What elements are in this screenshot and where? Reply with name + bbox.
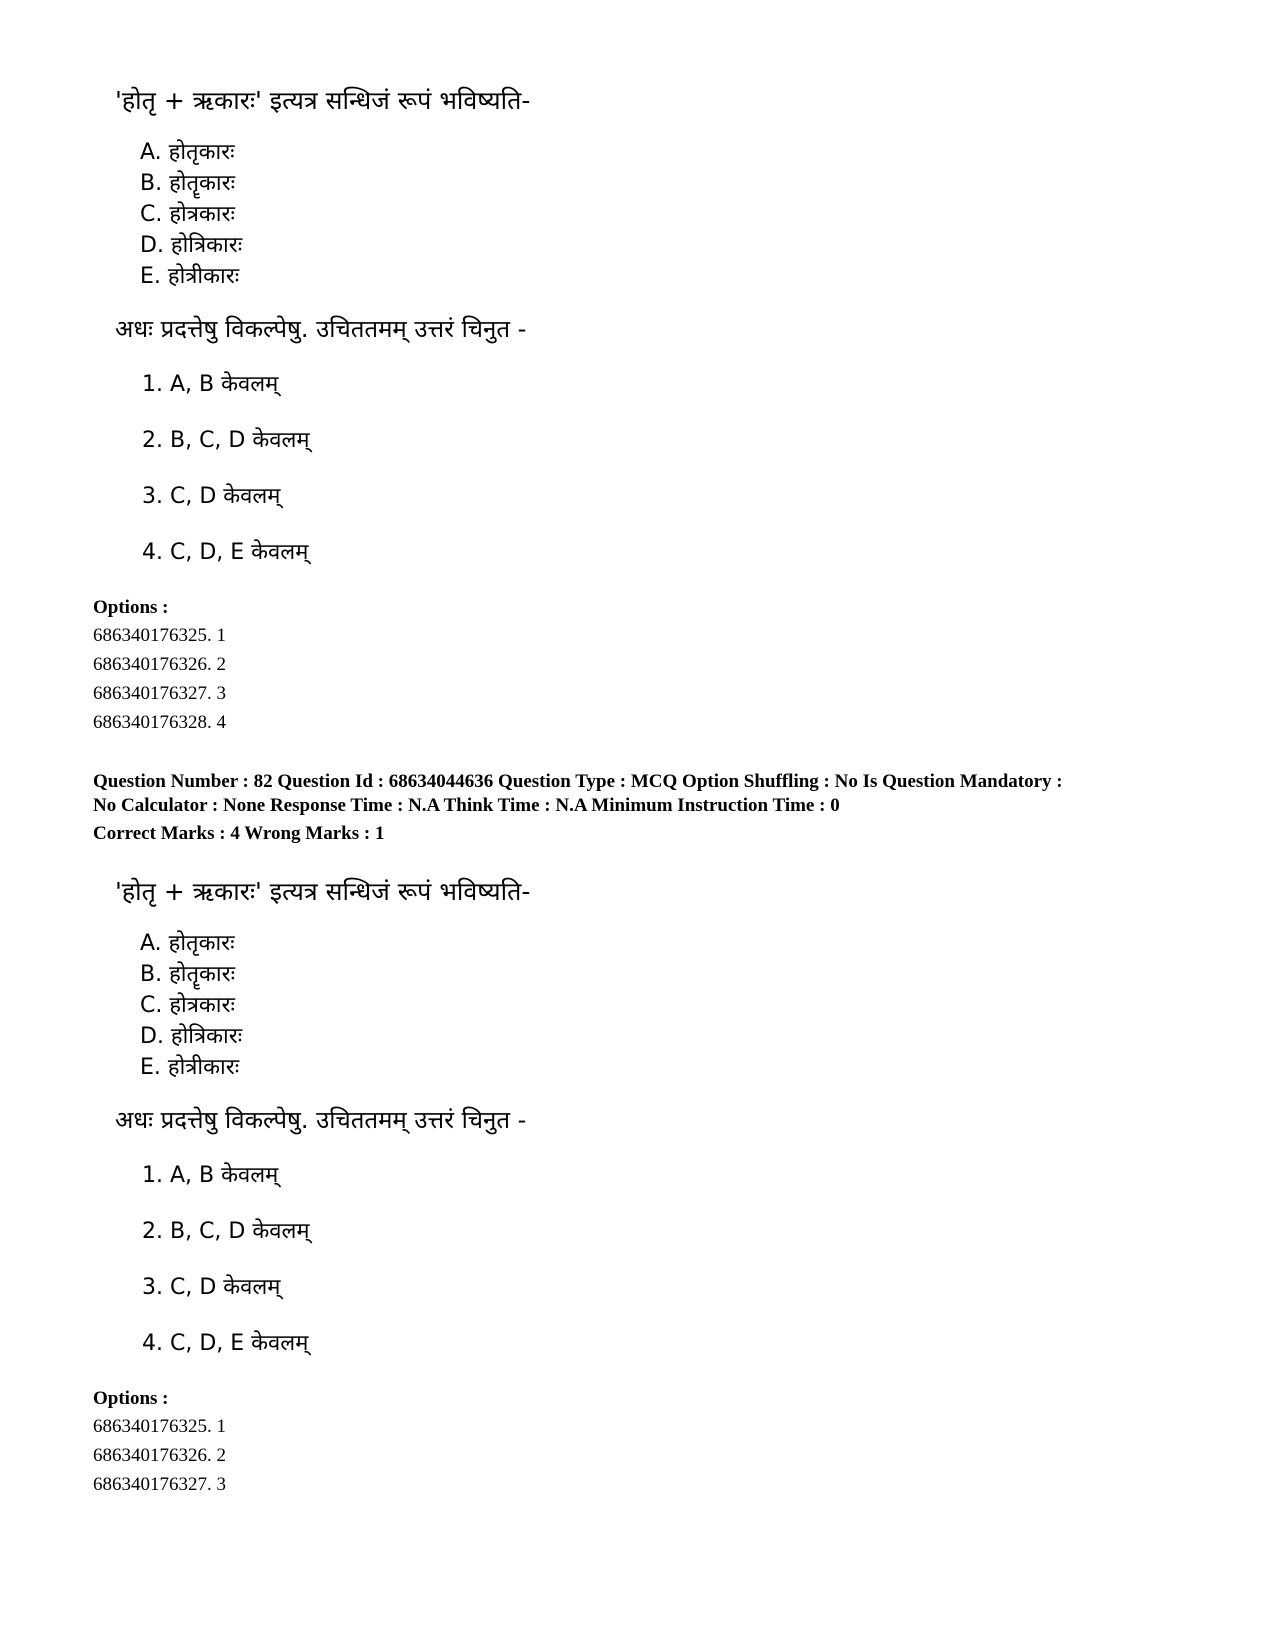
choice-b: B. होतॄकारः [140, 171, 236, 196]
choice-e: E. होत्रीकारः [140, 264, 240, 289]
question-instruction: अधः प्रदत्तेषु विकल्पेषु. उचिततमम् उत्तरं चिनुत - [115, 1106, 527, 1134]
option-item: 686340176326. 2 [93, 654, 226, 675]
choice-c: C. होत्रकारः [140, 993, 235, 1018]
option-item: 686340176326. 2 [93, 1445, 226, 1466]
question-meta [93, 770, 1203, 818]
choice-c: C. होत्रकारः [140, 202, 235, 227]
choice-a: A. होतृकारः [140, 931, 235, 956]
choice-list [140, 137, 242, 292]
choice-list [140, 928, 242, 1083]
marks-line: Correct Marks : 4 Wrong Marks : 1 [93, 823, 385, 844]
answer-4: 4. C, D, E केवलम् [142, 540, 309, 565]
question-instruction: अधः प्रदत्तेषु विकल्पेषु. उचिततमम् उत्तरं चिनुत - [115, 315, 527, 343]
options-heading: Options : [93, 597, 169, 618]
options-heading: Options : [93, 1388, 169, 1409]
choice-b: B. होतॄकारः [140, 962, 236, 987]
answer-3: 3. C, D केवलम् [142, 1275, 281, 1300]
option-item: 686340176325. 1 [93, 1416, 226, 1437]
option-item: 686340176327. 3 [93, 1474, 226, 1495]
option-item: 686340176327. 3 [93, 683, 226, 704]
answer-2: 2. B, C, D केवलम् [142, 428, 310, 453]
options-list [93, 1412, 226, 1499]
options-list [93, 621, 226, 737]
question-meta-line: No Calculator : None Response Time : N.A Think Time : N.A Minimum Instruction Time : 0 [93, 795, 840, 816]
answer-list [142, 370, 310, 594]
question-meta-line: Question Number : 82 Question Id : 68634044636 Question Type : MCQ Option Shuffling : No Is Question Mandatory : [93, 771, 1063, 792]
choice-e: E. होत्रीकारः [140, 1055, 240, 1080]
question-stem: 'होतृ + ऋकारः' इत्यत्र सन्धिजं रूपं भविष्यति- [115, 86, 531, 115]
choice-a: A. होतृकारः [140, 140, 235, 165]
answer-4: 4. C, D, E केवलम् [142, 1331, 309, 1356]
answer-1: 1. A, B केवलम् [142, 1163, 279, 1188]
option-item: 686340176328. 4 [93, 712, 226, 733]
answer-1: 1. A, B केवलम् [142, 372, 279, 397]
answer-list [142, 1161, 310, 1385]
choice-d: D. होत्रिकारः [140, 233, 243, 258]
answer-3: 3. C, D केवलम् [142, 484, 281, 509]
option-item: 686340176325. 1 [93, 625, 226, 646]
answer-2: 2. B, C, D केवलम् [142, 1219, 310, 1244]
choice-d: D. होत्रिकारः [140, 1024, 243, 1049]
question-stem: 'होतृ + ऋकारः' इत्यत्र सन्धिजं रूपं भविष्यति- [115, 877, 531, 906]
